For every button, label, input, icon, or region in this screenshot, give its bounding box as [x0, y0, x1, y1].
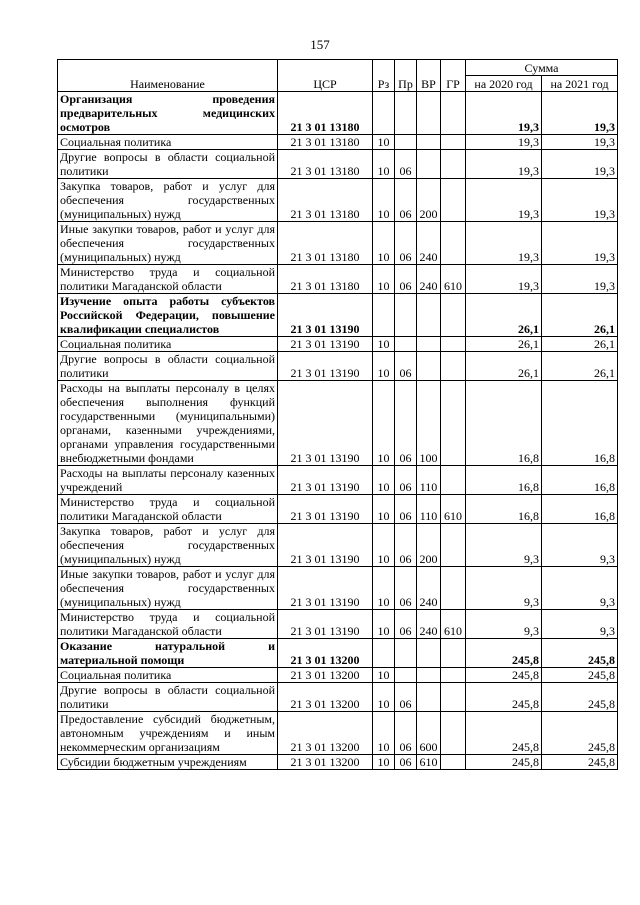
cell-gr: 610 [441, 610, 466, 639]
header-sum: Сумма [466, 60, 618, 76]
table-row [58, 222, 618, 265]
cell-name: Другие вопросы в области социальной политики [58, 352, 278, 381]
cell-vr: 200 [417, 524, 441, 567]
cell-pr: 06 [395, 524, 417, 567]
cell-sum-2021: 245,8 [542, 712, 618, 755]
cell-csr: 21 3 01 13180 [278, 179, 373, 222]
header-csr: ЦСР [278, 60, 373, 92]
cell-name: Министерство труда и социальной политики Магаданской области [58, 495, 278, 524]
cell-csr: 21 3 01 13190 [278, 337, 373, 352]
budget-table [57, 59, 618, 770]
table-body [58, 92, 618, 770]
cell-vr [417, 92, 441, 135]
cell-sum-2020: 26,1 [466, 337, 542, 352]
cell-rz: 10 [373, 567, 395, 610]
header-rz: Рз [373, 60, 395, 92]
cell-rz: 10 [373, 495, 395, 524]
cell-name: Другие вопросы в области социальной политики [58, 150, 278, 179]
cell-sum-2021: 19,3 [542, 265, 618, 294]
cell-rz: 10 [373, 755, 395, 770]
cell-name: Министерство труда и социальной политики Магаданской области [58, 265, 278, 294]
cell-sum-2020: 9,3 [466, 524, 542, 567]
cell-gr [441, 668, 466, 683]
cell-name: Другие вопросы в области социальной политики [58, 683, 278, 712]
cell-rz: 10 [373, 352, 395, 381]
cell-sum-2021: 9,3 [542, 610, 618, 639]
cell-sum-2020: 245,8 [466, 755, 542, 770]
cell-rz: 10 [373, 466, 395, 495]
cell-name: Социальная политика [58, 135, 278, 150]
header-vr: ВР [417, 60, 441, 92]
cell-gr [441, 179, 466, 222]
cell-csr: 21 3 01 13190 [278, 466, 373, 495]
cell-sum-2021: 19,3 [542, 222, 618, 265]
table-row [58, 524, 618, 567]
cell-gr [441, 755, 466, 770]
header-year-2020: на 2020 год [466, 76, 542, 92]
cell-pr: 06 [395, 683, 417, 712]
cell-name: Расходы на выплаты персоналу казенных учреждений [58, 466, 278, 495]
table-row [58, 610, 618, 639]
cell-vr: 240 [417, 567, 441, 610]
cell-sum-2020: 16,8 [466, 495, 542, 524]
cell-name: Министерство труда и социальной политики Магаданской области [58, 610, 278, 639]
cell-csr: 21 3 01 13180 [278, 222, 373, 265]
cell-name: Субсидии бюджетным учреждениям [58, 755, 278, 770]
cell-pr [395, 337, 417, 352]
cell-vr [417, 294, 441, 337]
cell-gr [441, 294, 466, 337]
cell-name: Организация проведения предварительных медицинских осмотров [58, 92, 278, 135]
cell-sum-2020: 19,3 [466, 135, 542, 150]
cell-name: Расходы на выплаты персоналу в целях обеспечения выполнения функций государственными (муниципальными) органами, казенными учреждениями, органами управления государственными внебюджетными фондами [58, 381, 278, 466]
cell-sum-2020: 245,8 [466, 712, 542, 755]
cell-pr [395, 639, 417, 668]
cell-rz: 10 [373, 381, 395, 466]
cell-vr [417, 668, 441, 683]
cell-vr: 610 [417, 755, 441, 770]
cell-csr: 21 3 01 13190 [278, 381, 373, 466]
cell-pr: 06 [395, 179, 417, 222]
header-pr: Пр [395, 60, 417, 92]
cell-sum-2021: 26,1 [542, 337, 618, 352]
cell-pr: 06 [395, 495, 417, 524]
cell-name: Иные закупки товаров, работ и услуг для обеспечения государственных (муниципальных) нужд [58, 567, 278, 610]
cell-name: Закупка товаров, работ и услуг для обеспечения государственных (муниципальных) нужд [58, 179, 278, 222]
cell-vr: 600 [417, 712, 441, 755]
cell-csr: 21 3 01 13200 [278, 683, 373, 712]
cell-vr: 240 [417, 265, 441, 294]
cell-sum-2021: 19,3 [542, 135, 618, 150]
cell-sum-2021: 16,8 [542, 495, 618, 524]
cell-vr [417, 150, 441, 179]
cell-name: Предоставление субсидий бюджетным, автономным учреждениям и иным некоммерческим организациям [58, 712, 278, 755]
cell-sum-2020: 19,3 [466, 92, 542, 135]
cell-rz: 10 [373, 337, 395, 352]
cell-csr: 21 3 01 13190 [278, 294, 373, 337]
cell-csr: 21 3 01 13190 [278, 610, 373, 639]
cell-sum-2020: 16,8 [466, 466, 542, 495]
cell-gr: 610 [441, 265, 466, 294]
table-row [58, 712, 618, 755]
cell-csr: 21 3 01 13180 [278, 265, 373, 294]
cell-vr [417, 135, 441, 150]
table-row [58, 639, 618, 668]
cell-csr: 21 3 01 13200 [278, 668, 373, 683]
cell-sum-2021: 245,8 [542, 683, 618, 712]
cell-gr [441, 352, 466, 381]
cell-pr: 06 [395, 222, 417, 265]
cell-gr [441, 135, 466, 150]
cell-rz: 10 [373, 179, 395, 222]
cell-gr [441, 683, 466, 712]
cell-name: Социальная политика [58, 668, 278, 683]
cell-name: Иные закупки товаров, работ и услуг для обеспечения государственных (муниципальных) нужд [58, 222, 278, 265]
cell-sum-2021: 9,3 [542, 524, 618, 567]
cell-sum-2021: 26,1 [542, 294, 618, 337]
cell-rz [373, 639, 395, 668]
cell-rz: 10 [373, 610, 395, 639]
table-row [58, 567, 618, 610]
cell-sum-2020: 19,3 [466, 222, 542, 265]
header-year-2021: на 2021 год [542, 76, 618, 92]
cell-rz: 10 [373, 150, 395, 179]
cell-csr: 21 3 01 13200 [278, 755, 373, 770]
cell-sum-2021: 26,1 [542, 352, 618, 381]
cell-sum-2020: 26,1 [466, 294, 542, 337]
cell-rz: 10 [373, 524, 395, 567]
cell-sum-2020: 16,8 [466, 381, 542, 466]
cell-sum-2021: 245,8 [542, 755, 618, 770]
cell-sum-2021: 245,8 [542, 668, 618, 683]
cell-sum-2021: 9,3 [542, 567, 618, 610]
cell-name: Изучение опыта работы субъектов Российской Федерации, повышение квалификации специалистов [58, 294, 278, 337]
cell-csr: 21 3 01 13200 [278, 639, 373, 668]
table-row [58, 337, 618, 352]
cell-sum-2020: 245,8 [466, 683, 542, 712]
table-row [58, 668, 618, 683]
cell-csr: 21 3 01 13190 [278, 567, 373, 610]
cell-pr [395, 294, 417, 337]
table-row [58, 755, 618, 770]
cell-csr: 21 3 01 13190 [278, 495, 373, 524]
header-name: Наименование [58, 60, 278, 92]
cell-sum-2021: 245,8 [542, 639, 618, 668]
cell-rz [373, 294, 395, 337]
cell-sum-2020: 19,3 [466, 179, 542, 222]
cell-vr: 240 [417, 610, 441, 639]
cell-gr [441, 337, 466, 352]
cell-sum-2020: 26,1 [466, 352, 542, 381]
cell-rz: 10 [373, 265, 395, 294]
cell-rz: 10 [373, 135, 395, 150]
page-number: 157 [310, 37, 330, 52]
cell-gr [441, 524, 466, 567]
cell-csr: 21 3 01 13180 [278, 92, 373, 135]
cell-pr: 06 [395, 610, 417, 639]
cell-sum-2021: 19,3 [542, 92, 618, 135]
cell-pr: 06 [395, 712, 417, 755]
cell-csr: 21 3 01 13190 [278, 524, 373, 567]
table-row [58, 265, 618, 294]
cell-rz: 10 [373, 222, 395, 265]
cell-rz: 10 [373, 668, 395, 683]
cell-name: Оказание натуральной и материальной помощи [58, 639, 278, 668]
table-row [58, 381, 618, 466]
cell-gr [441, 567, 466, 610]
table-row [58, 495, 618, 524]
cell-vr [417, 337, 441, 352]
cell-gr [441, 222, 466, 265]
cell-gr [441, 381, 466, 466]
cell-gr: 610 [441, 495, 466, 524]
cell-sum-2020: 245,8 [466, 668, 542, 683]
cell-csr: 21 3 01 13180 [278, 150, 373, 179]
cell-rz [373, 92, 395, 135]
cell-pr [395, 92, 417, 135]
cell-vr: 110 [417, 466, 441, 495]
cell-sum-2021: 19,3 [542, 179, 618, 222]
cell-name: Социальная политика [58, 337, 278, 352]
cell-pr: 06 [395, 265, 417, 294]
cell-csr: 21 3 01 13200 [278, 712, 373, 755]
cell-sum-2020: 19,3 [466, 150, 542, 179]
table-row [58, 135, 618, 150]
cell-pr: 06 [395, 466, 417, 495]
table-row [58, 92, 618, 135]
cell-name: Закупка товаров, работ и услуг для обеспечения государственных (муниципальных) нужд [58, 524, 278, 567]
cell-gr [441, 639, 466, 668]
header-gr: ГР [441, 60, 466, 92]
cell-vr [417, 639, 441, 668]
cell-pr: 06 [395, 352, 417, 381]
cell-vr [417, 683, 441, 712]
table-row [58, 352, 618, 381]
cell-csr: 21 3 01 13190 [278, 352, 373, 381]
cell-gr [441, 92, 466, 135]
table-row [58, 466, 618, 495]
table-row [58, 179, 618, 222]
cell-gr [441, 466, 466, 495]
cell-gr [441, 712, 466, 755]
table-row [58, 294, 618, 337]
cell-pr [395, 135, 417, 150]
cell-vr: 240 [417, 222, 441, 265]
cell-pr: 06 [395, 755, 417, 770]
cell-sum-2020: 245,8 [466, 639, 542, 668]
cell-sum-2020: 19,3 [466, 265, 542, 294]
cell-sum-2021: 16,8 [542, 381, 618, 466]
cell-sum-2021: 19,3 [542, 150, 618, 179]
cell-sum-2021: 16,8 [542, 466, 618, 495]
cell-sum-2020: 9,3 [466, 610, 542, 639]
cell-pr: 06 [395, 150, 417, 179]
cell-pr [395, 668, 417, 683]
cell-gr [441, 150, 466, 179]
cell-vr: 200 [417, 179, 441, 222]
cell-sum-2020: 9,3 [466, 567, 542, 610]
cell-vr [417, 352, 441, 381]
cell-rz: 10 [373, 683, 395, 712]
cell-pr: 06 [395, 381, 417, 466]
cell-csr: 21 3 01 13180 [278, 135, 373, 150]
cell-pr: 06 [395, 567, 417, 610]
cell-vr: 100 [417, 381, 441, 466]
table-row [58, 150, 618, 179]
table-row [58, 683, 618, 712]
cell-rz: 10 [373, 712, 395, 755]
cell-vr: 110 [417, 495, 441, 524]
